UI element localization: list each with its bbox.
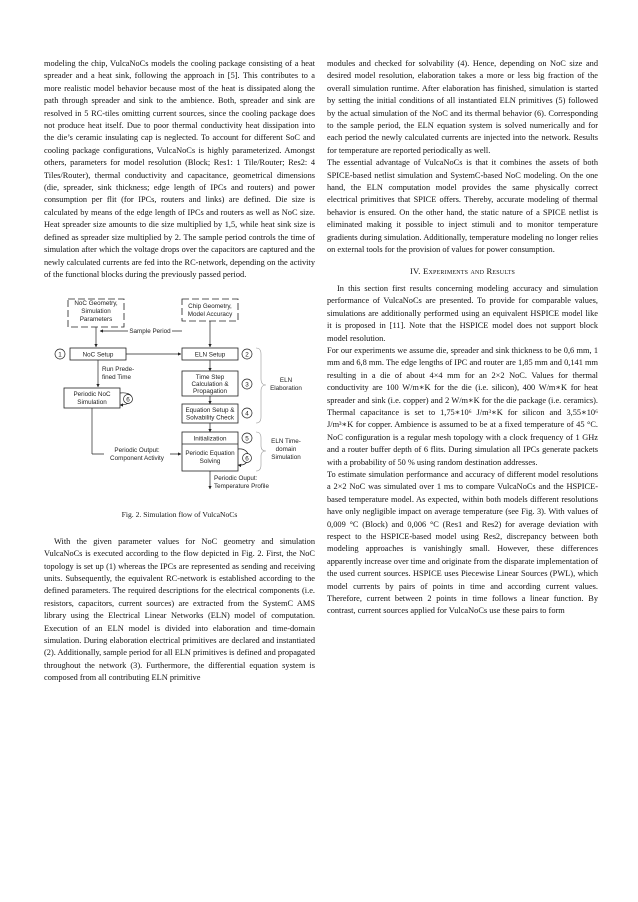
step-3-label: 3 [245,381,249,389]
time-step-label-2: Calculation & [191,381,229,389]
noc-setup-label: NoC Setup [82,351,114,359]
sample-period-label: Sample Period [129,328,171,336]
periodic-noc-label-2: Simulation [77,399,107,407]
right-paragraph-5: To estimate simulation performance and accuracy of different model resolutions a 2×2 NoC was simulated over 1 ms to compare VulcaNoCs and the HSPICE-based temperature model. As expected, within both models different resolutions have only negligible impact on average temperature (see Fig. 3). With values of 0,009 °C (Block) and 0,006 °C (Res1 and Res2) for average deviation with respect to the HSPICE-based model using Res2, discrepancy between both modeling approaches is vanishingly small. However, these differences apparently increase over time and originate from the disparate implementation of the used current sources. HSPICE uses Piecewise Linear Sources (PWL), which model currents by pairs of points in time and according current values. Therefore, current between 2 points in time follows a linear function. By contrast, current sources applied for VulcaNoCs use these pairs to form [327,470,598,616]
left-paragraph-2: With the given parameter values for NoC geometry and simulation VulcaNoCs is executed according to the flow depicted in Fig. 2. First, the NoC topology is set up (1) whereas the IPCs are represented as sending and receiving units. Subsequently, the equivalent RC-network is established according to the defined parameters. The required descriptions for the electrical components (i.e. resistors, capacitors, current sources) are extracted from the SystemC AMS library using the Electrical Linear Networks (ELN) model of computation. Execution of an ELN model is divided into elaboration and time-domain simulation. During elaboration electrical primitives are declared and instantiated (2). Additionally, sample period for all ELN primitives is defined and propagated throughout the network (3). Furthermore, the differential equation system is composed from all contributing ELN primitive [44,536,315,683]
figure-2 [44,291,315,505]
simulation-brace [256,432,266,471]
run-predefined-label-2: fined Time [102,374,132,382]
run-predefined-label-1: Run Prede- [102,366,135,374]
right-paragraph-3: In this section first results concerning modeling accuracy and simulation performance of VulcaNoCs are presented. To provide for comparable values, simulations are additionally performed using an equivalent HSPICE model like it is proposed in [11]. Note that the HSPICE model does not support block model resolution. [327,283,598,343]
noc-geometry-label-2: Simulation [81,308,111,316]
elaboration-brace [256,348,266,423]
periodic-output-comp-label-1: Periodic Output: [114,447,160,455]
left-column [44,58,315,685]
eln-time-domain-label-2: domain [275,446,297,454]
section-number: IV. [409,265,421,276]
equation-setup-label-2: Solvability Check [186,414,234,422]
periodic-eq-label-2: Solving [199,458,221,466]
eln-setup-label: ELN Setup [194,351,226,359]
simulation-flow-diagram [44,291,315,505]
periodic-noc-label-1: Periodic NoC [73,391,111,399]
eln-time-domain-label-1: ELN Time- [271,438,301,446]
periodic-output-temp-label-1: Periodic Ouput: [214,475,258,483]
step-1-label: 1 [58,351,62,359]
time-step-label-1: Time Step [195,374,225,382]
right-paragraph-2: The essential advantage of VulcaNoCs is that it combines the assets of both SPICE-based netlist simulation and SystemC-based NoC modeling. On the one hand, the ELN computation model provides the same physically correct electrical primitives that SPICE offers. Thereby, accurate modeling of thermal behavior is ensured. On the other hand, the static nature of a SPICE netlist is eliminated making it possible to inject stimuli and to monitor temperature gradients during simulation. Additionally, temperature modeling no longer relies on external tools for the provision of values for power consumption. [327,158,598,255]
right-paragraph-4: For our experiments we assume die, spreader and sink thickness to be 0,6 mm, 1 mm and 6,8 mm. The edge lengths of IPC and router are 1,85 mm and 0,141 mm resulting in a die of about 4×4 mm for an 2×2 NoC. Values for thermal conductivity are 100 W/m∗K for the die (i.e. silicon), 400 W/m∗K for heat spreader and sink (i.e. copper) and 2 W/m∗K for the die package (i.e. ceramics). Thermal capacitance is set to 1,75∗10⁶ J/m³∗K for silicon and 3,55∗10⁶ J/m³∗K for copper. Ambience is assumed to be at a fixed temperature of 45 °C. NoC configuration is a regular mesh topology with a clock frequency of 1 GHz and a router buffer depth of 6 flits. During simulation all IPCs generate packets with a probability of 50 % using random destination addresses. [327,345,598,467]
step-2-label: 2 [245,351,249,359]
step-5-label: 5 [245,435,249,443]
right-paragraph-1: modules and checked for solvability (4). Hence, depending on NoC size and desired model resolution, elaboration takes a more or less big fraction of the overall simulation runtime. After elaboration has finished, simulation is started by setting the initial conditions of all instantiated ELN primitives (5) followed by the actual simulation of the NoC and its thermal behavior (6). Corresponding to the sample period, the ELN equation system is solved numerically and for each period the newly calculated currents are injected into the network. Results for temperature are reported periodically as well. [327,59,598,155]
left-paragraph-1: modeling the chip, VulcaNoCs models the cooling package consisting of a heat spreader and a heat sink, following the approach in [5]. This contributes to a more realistic model behavior because most of the heat is dissipated along the path through spreader and sink to the ambience. Both, spreader and sink are resolved in 5 RC-tiles omitting current sources, since the cooling package does not produce heat itself. Due to poor thermal conductivity heat dissipation into the die’s ceramic insulating cap is neglected. To account for different SoC and cooling package configurations, VulcaNoCs is highly parameterized. Amongst others, parameters for model resolution (Block; Res1: 1 Tile/Router; Res2: 4 Tiles/Router), thermal conductivity and capacitance, geometrical dimensions (die, spreader, sink thickness; edge length of IPCs and routers) and power consumption per flit (for IPCs, routers and links) are defined. Die size is calculated by means of the edge length of IPCs and routers as well as NoC size. Heat spreader size amounts to die size multiplied by 1,5, while heat sink size is defined as spreader size multiplied by 2. The sample period controls the time of simulation after which the voltage drops over the capacitors are captured and the newly calculated currents are fed into the RC-network, depending on the activity of the functional blocks during the previously passed period. [44,59,315,279]
eln-time-domain-label-3: Simulation [271,454,301,462]
equation-setup-label-1: Equation Setup & [185,407,235,415]
step-6a-label: 6 [126,396,130,404]
right-column [327,58,598,618]
noc-geometry-label-3: Parameters [79,316,113,324]
periodic-output-temp-label-2: Temperature Profile [214,483,269,491]
noc-geometry-label-1: NoC Geometry, [74,300,118,308]
eln-elaboration-label-1: ELN [279,377,293,385]
step-6b-label: 6 [245,455,249,463]
initialization-label: Initialization [193,435,227,443]
chip-geometry-label-1: Chip Geometry, [188,303,232,311]
periodic-eq-label-1: Periodic Equation [185,450,235,458]
chip-geometry-label-2: Model Accuracy [187,311,233,319]
section-title: Experiments and Results [423,265,516,276]
eln-elaboration-label-2: Elaboration [270,385,302,393]
figure-caption: Fig. 2. Simulation flow of VulcaNoCs [121,510,238,520]
time-step-label-3: Propagation [193,388,227,396]
periodic-output-comp-label-2: Component Activity [110,455,164,463]
step-4-label: 4 [245,410,249,418]
section-heading [327,265,598,277]
